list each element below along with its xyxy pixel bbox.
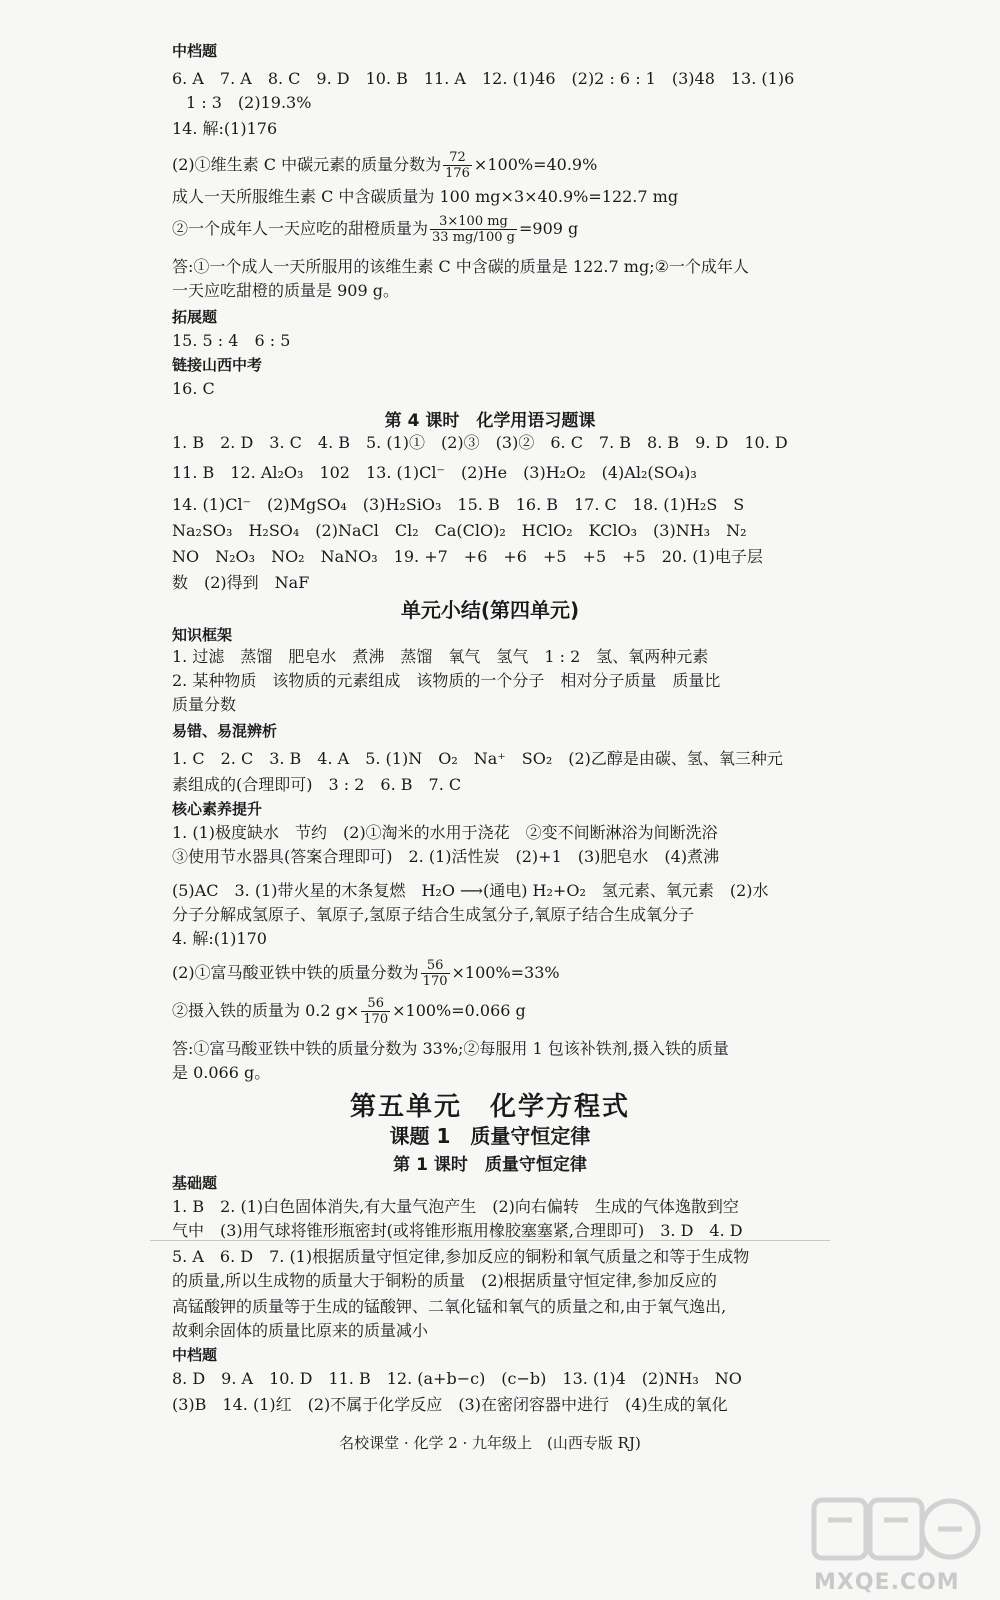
answer-line: 答:①富马酸亚铁中铁的质量分数为 33%;②每服用 1 包该补铁剂,摄入铁的质量 [172,1039,729,1058]
fraction-numerator: 56 [421,958,450,974]
answer-line: ③使用节水器具(答案合理即可) 2. (1)活性炭 (2)+1 (3)肥皂水 (4)煮沸 [172,847,720,866]
answer-line: 成人一天所服维生素 C 中含碳质量为 100 mg×3×40.9%=122.7 mg [172,187,679,206]
answer-line: 11. B 12. Al₂O₃ 102 13. (1)Cl⁻ (2)He (3)H₂O₂ (4)Al₂(SO₄)₃ [172,463,697,482]
formula-line [172,214,812,245]
formula-text: ×100%=33% [451,963,560,982]
answer-line: 高锰酸钾的质量等于生成的锰酸钾、二氧化锰和氧气的质量之和,由于氧气逸出, [172,1297,727,1316]
section-heading: 易错、易混辨析 [172,722,278,740]
answer-line: (3)B 14. (1)红 (2)不属于化学反应 (3)在密闭容器中进行 (4)生成的氧化 [172,1395,728,1414]
section-heading: 知识框架 [172,626,233,644]
answer-line: 一天应吃甜橙的质量是 909 g。 [172,281,399,300]
answer-line: 答:①一个成人一天所服用的该维生素 C 中含碳的质量是 122.7 mg;②一个成年人 [172,257,749,276]
lesson-title: 第 1 课时 质量守恒定律 [393,1155,587,1175]
answer-line: 1. (1)极度缺水 节约 (2)①淘米的水用于浇花 ②变不间断淋浴为间断洗浴 [172,823,718,842]
answer-line: 1 : 3 (2)19.3% [186,93,312,112]
formula-text: ×100%=40.9% [473,155,598,174]
section-heading: 基础题 [172,1174,218,1192]
answer-line: 的质量,所以生成物的质量大于铜粉的质量 (2)根据质量守恒定律,参加反应的 [172,1271,717,1290]
fraction-numerator: 3×100 mg [430,214,517,230]
answer-line: 故剩余固体的质量比原来的质量减小 [172,1321,429,1340]
section-heading: 中档题 [172,42,218,60]
answer-line: 气中 (3)用气球将锥形瓶密封(或将锥形瓶用橡胶塞塞紧,合理即可) 3. D 4. D [172,1221,743,1240]
fraction-denominator: 170 [422,974,448,989]
page-footer: 名校课堂 · 化学 2 · 九年级上 (山西专版 RJ) [339,1434,641,1452]
watermark-text: MXQE.COM [814,1570,960,1595]
fraction-numerator: 72 [443,150,472,166]
fraction-numerator: 56 [361,996,390,1012]
answer-line: Na₂SO₃ H₂SO₄ (2)NaCl Cl₂ Ca(ClO)₂ HClO₂ KClO₃ (3)NH₃ N₂ [172,521,747,540]
fraction [361,996,390,1027]
answer-line: 15. 5 : 4 6 : 5 [172,331,291,350]
section-heading: 中档题 [172,1346,218,1364]
answer-line: 分子分解成氢原子、氧原子,氢原子结合生成氢分子,氧原子结合生成氧分子 [172,905,695,924]
formula-line [172,958,812,989]
fraction [421,958,450,989]
lesson-title: 第 4 课时 化学用语习题课 [384,411,596,431]
section-heading: 拓展题 [172,308,218,326]
formula-text: ×100%=0.066 g [392,1001,526,1020]
answer-line: 1. C 2. C 3. B 4. A 5. (1)N O₂ Na⁺ SO₂ (2)乙醇是由碳、氢、氧三种元 [172,749,783,768]
answer-line: 16. C [172,379,215,398]
formula-text: ②一个成年人一天应吃的甜橙质量为 [172,219,429,238]
formula-line [172,150,812,181]
formula-text: (2)①维生素 C 中碳元素的质量分数为 [172,155,442,174]
answer-line: 5. A 6. D 7. (1)根据质量守恒定律,参加反应的铜粉和氧气质量之和等于生成物 [172,1247,750,1266]
answer-line: 素组成的(合理即可) 3 : 2 6. B 7. C [172,775,462,794]
fraction-denominator: 170 [363,1012,389,1027]
answer-line: 质量分数 [172,695,237,714]
fraction-denominator: 176 [445,166,470,181]
unit-summary-title: 单元小结(第四单元) [400,598,580,622]
answer-line: 6. A 7. A 8. C 9. D 10. B 11. A 12. (1)46 (2)2 : 6 : 1 (3)48 13. (1)6 [172,69,795,88]
formula-line [172,996,812,1027]
section-heading: 链接山西中考 [172,356,263,374]
fraction [443,150,472,181]
answer-line: 是 0.066 g。 [172,1063,271,1082]
fraction-denominator: 33 mg/100 g [432,230,515,245]
unit-title: 第五单元 化学方程式 [349,1092,630,1122]
answer-line: NO N₂O₃ NO₂ NaNO₃ 19. +7 +6 +6 +5 +5 +5 20. (1)电子层 [172,547,763,566]
answer-line: (5)AC 3. (1)带火星的木条复燃 H₂O ⟶(通电) H₂+O₂ 氢元素、氧元素 (2)水 [172,881,769,900]
fraction [430,214,517,245]
answer-line: 8. D 9. A 10. D 11. B 12. (a+b−c) (c−b) 13. (1)4 (2)NH₃ NO [172,1369,742,1388]
section-heading: 核心素养提升 [172,800,263,818]
answer-line: 4. 解:(1)170 [172,929,267,948]
topic-title: 课题 1 质量守恒定律 [389,1124,591,1148]
answer-line: 14. 解:(1)176 [172,119,278,138]
answer-line: 数 (2)得到 NaF [172,573,310,592]
answer-line: 14. (1)Cl⁻ (2)MgSO₄ (3)H₂SiO₃ 15. B 16. B 17. C 18. (1)H₂S S [172,495,745,514]
formula-text: (2)①富马酸亚铁中铁的质量分数为 [172,963,419,982]
answer-line: 1. B 2. D 3. C 4. B 5. (1)① (2)③ (3)② 6. C 7. B 8. B 9. D 10. D [172,433,788,452]
divider [150,1240,830,1241]
answer-line: 2. 某种物质 该物质的元素组成 该物质的一个分子 相对分子质量 质量比 [172,671,721,690]
answer-line: 1. B 2. (1)白色固体消失,有大量气泡产生 (2)向右偏转 生成的气体逸散到空 [172,1197,739,1216]
formula-text: ②摄入铁的质量为 0.2 g× [172,1001,360,1020]
formula-text: =909 g [519,219,579,238]
answer-line: 1. 过滤 蒸馏 肥皂水 煮沸 蒸馏 氧气 氢气 1 : 2 氢、氧两种元素 [172,647,709,666]
